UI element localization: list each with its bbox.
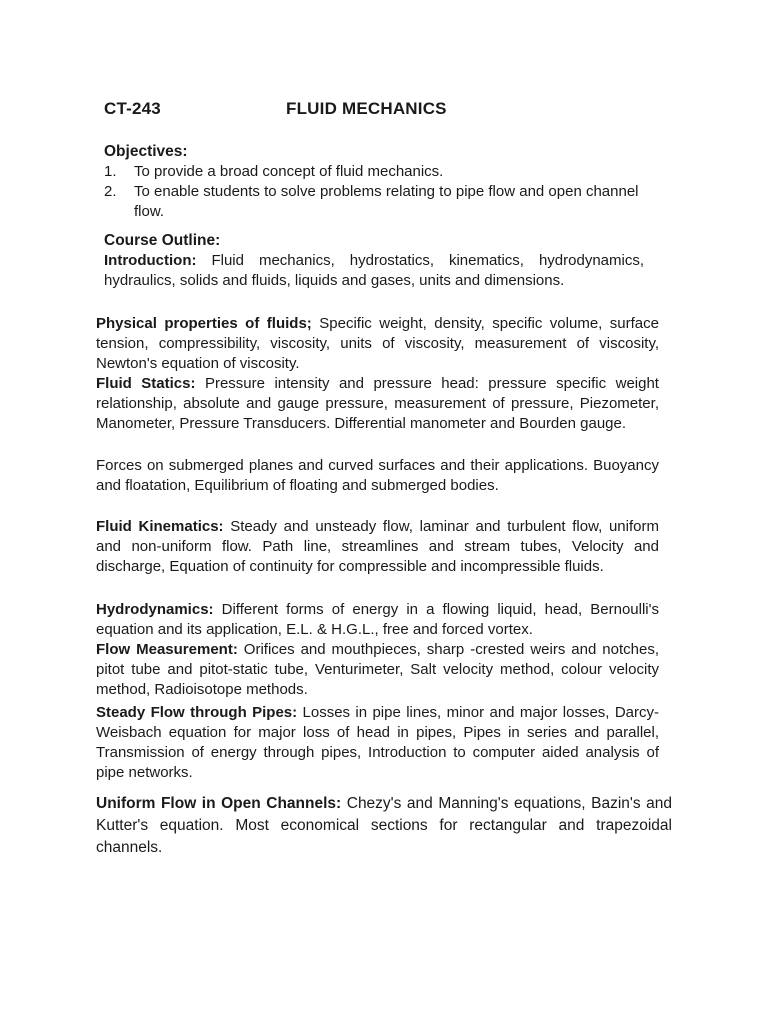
- introduction-title: Introduction:: [104, 252, 197, 269]
- fluid-statics-paragraph: [96, 374, 659, 434]
- objective-number: 2.: [104, 183, 117, 200]
- steady-flow-title: Steady Flow through Pipes:: [96, 704, 298, 721]
- flow-measurement-text: Orifices and mouthpieces, sharp -crested weirs and notches, pitot tube and pitot-static tube, Venturimeter, Salt velocity method, colour velocity method, Radioisotope methods.: [96, 641, 659, 698]
- introduction-text: Fluid mechanics, hydrostatics, kinematics, hydrodynamics, hydraulics, solids and fluids, liquids and gases, units and dimensions.: [104, 252, 644, 289]
- objectives-list: [104, 162, 664, 222]
- fluid-statics-title: Fluid Statics:: [96, 375, 196, 392]
- fluid-kinematics-paragraph: [96, 517, 659, 577]
- flow-measurement-paragraph: [96, 640, 659, 700]
- objective-text: To enable students to solve problems relating to pipe flow and open channel flow.: [134, 183, 639, 220]
- course-code: CT-243: [104, 99, 161, 118]
- fluid-statics-text: Pressure intensity and pressure head: pressure specific weight relationship, absolute and gauge pressure, measurement of pressure, Piezometer, Manometer, Pressure Transducers. Differential manometer and Bourden gauge.: [96, 375, 659, 432]
- course-title: FLUID MECHANICS: [286, 99, 447, 118]
- introduction-paragraph: [104, 251, 644, 291]
- fluid-kinematics-text: Steady and unsteady flow, laminar and turbulent flow, uniform and non-uniform flow. Path line, streamlines and stream tubes, Velocity and discharge, Equation of continuity for compressible and incompressible fluids.: [96, 518, 659, 575]
- objective-text: To provide a broad concept of fluid mechanics.: [134, 163, 444, 180]
- objective-item: [104, 162, 664, 182]
- physical-properties-title: Physical properties of fluids;: [96, 315, 312, 332]
- hydrodynamics-title: Hydrodynamics:: [96, 601, 214, 618]
- course-outline-label: Course Outline:: [104, 232, 221, 249]
- steady-flow-paragraph: [96, 703, 659, 783]
- physical-properties-text: Specific weight, density, specific volume, surface tension, compressibility, viscosity, units of viscosity, measurement of viscosity, Newton's equation of viscosity.: [96, 315, 659, 372]
- uniform-flow-paragraph: [96, 793, 672, 859]
- uniform-flow-text: Chezy's and Manning's equations, Bazin's and Kutter's equation. Most economical sections for rectangular and trapezoidal channels.: [96, 795, 672, 856]
- objectives-label: Objectives:: [104, 143, 188, 160]
- hydrodynamics-paragraph: [96, 600, 659, 640]
- fluid-kinematics-title: Fluid Kinematics:: [96, 518, 224, 535]
- objective-number: 1.: [104, 163, 117, 180]
- uniform-flow-title: Uniform Flow in Open Channels:: [96, 795, 342, 812]
- steady-flow-text: Losses in pipe lines, minor and major losses, Darcy-Weisbach equation for major loss of head in pipes, Pipes in series and parallel, Transmission of energy through pipes, Introduction to computer aided analysis of pipe networks.: [96, 704, 659, 781]
- forces-text: Forces on submerged planes and curved surfaces and their applications. Buoyancy and floatation, Equilibrium of floating and submerged bodies.: [96, 457, 659, 494]
- flow-measurement-title: Flow Measurement:: [96, 641, 238, 658]
- objective-item: [104, 182, 664, 222]
- hydrodynamics-text: Different forms of energy in a flowing liquid, head, Bernoulli's equation and its application, E.L. & H.G.L., free and forced vortex.: [96, 601, 659, 638]
- forces-paragraph: [96, 456, 659, 496]
- physical-properties-paragraph: [96, 314, 659, 374]
